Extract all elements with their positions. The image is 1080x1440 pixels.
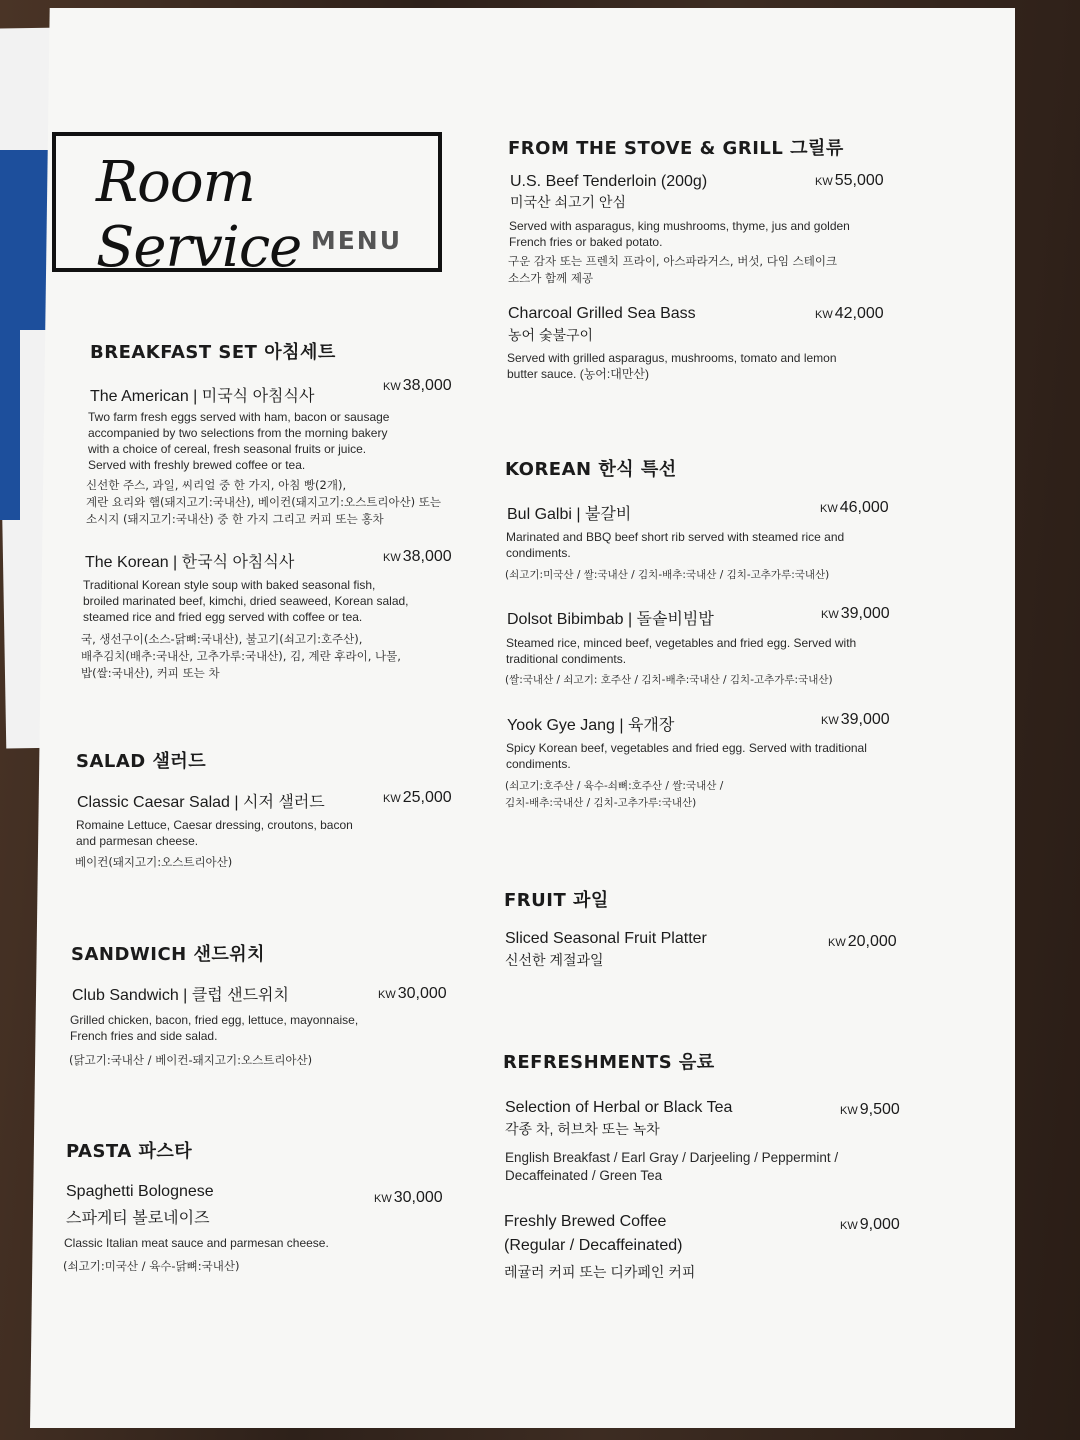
item-origin-dolsot-bibimbab: (쌀:국내산 / 쇠고기: 호주산 / 김치-배추:국내산 / 김치-고추가루:국내산)	[505, 674, 833, 686]
item-name-tea: Selection of Herbal or Black Tea	[505, 1099, 733, 1116]
item-desc-club-sandwich: Grilled chicken, bacon, fried egg, lettuce, mayonnaise, French fries and side salad.	[70, 1013, 359, 1043]
item-desc-bul-galbi: Marinated and BBQ beef short rib served with steamed rice and condiments.	[506, 530, 845, 560]
item-name-american: The American | 미국식 아침식사	[90, 388, 315, 405]
logo-box	[52, 132, 442, 280]
section-title-sandwich: SANDWICH 샌드위치	[71, 944, 266, 965]
item-desc-american: Two farm fresh eggs served with ham, bacon or sausage accompanied by two selections from the morning bakery with a choice of cereal, fresh seasonal fruits or juice. Served with freshly brewed coffee or tea.	[88, 410, 390, 472]
item-name-bul-galbi: Bul Galbi | 불갈비	[507, 506, 632, 523]
item-price-sea-bass: KW 42,000	[815, 305, 884, 322]
item-name-ko-tenderloin: 미국산 쇠고기 안심	[510, 194, 626, 210]
item-name-coffee: Freshly Brewed Coffee	[504, 1213, 667, 1230]
item-name-caesar: Classic Caesar Salad | 시저 샐러드	[77, 794, 325, 811]
item-price-club-sandwich: KW 30,000	[378, 985, 447, 1002]
item-origin-yook-gye-jang: (쇠고기:호주산 / 육수-쇠뼈:호주산 / 쌀:국내산 / 김치-배추:국내산 / 김치-고추가루:국내산)	[505, 780, 724, 809]
item-price-spaghetti: KW 30,000	[374, 1189, 443, 1206]
item-price-caesar: KW 25,000	[383, 789, 452, 806]
section-title-korean: KOREAN 한식 특선	[505, 459, 677, 480]
item-origin-club-sandwich: (닭고기:국내산 / 베이컨-돼지고기:오스트리아산)	[69, 1053, 313, 1067]
section-title-refreshments: REFRESHMENTS 음료	[503, 1052, 715, 1073]
item-desc-tenderloin: Served with asparagus, king mushrooms, thyme, jus and golden French fries or baked potato.	[509, 219, 850, 249]
section-title-fruit: FRUIT 과일	[504, 890, 609, 911]
item-name-sea-bass: Charcoal Grilled Sea Bass	[508, 305, 696, 322]
item-name-ko-spaghetti: 스파게티 볼로네이즈	[66, 1210, 210, 1227]
item-name-ko-sea-bass: 농어 숯불구이	[508, 327, 594, 343]
item-origin-american: 신선한 주스, 과일, 씨리얼 중 한 가지, 아침 빵(2개), 계란 요리와 햄(돼지고기:국내산), 베이컨(돼지고기:오스트리아산) 또는 소시지 (돼지고기:국내산) 중 한 가지 그리고 커피 또는 홍차	[86, 478, 442, 526]
logo-menu-label: MENU	[310, 226, 402, 255]
item-name-tenderloin: U.S. Beef Tenderloin (200g)	[510, 173, 708, 190]
item-origin-caesar: 베이컨(돼지고기:오스트리아산)	[75, 855, 233, 869]
item-desc-spaghetti: Classic Italian meat sauce and parmesan cheese.	[64, 1236, 329, 1250]
item-desc-dolsot-bibimbab: Steamed rice, minced beef, vegetables and fried egg. Served with traditional condiments.	[506, 636, 857, 666]
item-price-yook-gye-jang: KW 39,000	[821, 711, 890, 728]
item-name-korean-breakfast: The Korean | 한국식 아침식사	[85, 554, 295, 571]
item-price-bul-galbi: KW 46,000	[820, 499, 889, 516]
section-title-grill: FROM THE STOVE & GRILL 그릴류	[508, 138, 844, 159]
item-name-ko-coffee: 레귤러 커피 또는 디카페인 커피	[504, 1264, 696, 1280]
item-origin-bul-galbi: (쇠고기:미국산 / 쌀:국내산 / 김치-배추:국내산 / 김치-고추가루:국내산)	[505, 569, 830, 581]
blue-poster-fragment-lower	[0, 330, 20, 520]
item-desc-sea-bass: Served with grilled asparagus, mushrooms, tomato and lemon butter sauce. (농어:대만산)	[507, 351, 837, 381]
item-price-dolsot-bibimbab: KW 39,000	[821, 605, 890, 622]
item-price-fruit-platter: KW 20,000	[828, 933, 897, 950]
item-desc-korean-breakfast: Traditional Korean style soup with baked seasonal fish, broiled marinated beef, kimchi, dried seaweed, Korean salad, steamed rice and fried egg served with coffee or tea.	[83, 578, 409, 624]
item-price-korean-breakfast: KW 38,000	[383, 548, 452, 565]
item-price-tea: KW 9,500	[840, 1101, 900, 1118]
logo-script-title: Room Service	[96, 150, 302, 280]
item-name-coffee-options: (Regular / Decaffeinated)	[504, 1237, 683, 1254]
item-name-yook-gye-jang: Yook Gye Jang | 육개장	[507, 717, 675, 734]
item-name-ko-fruit-platter: 신선한 계절과일	[505, 952, 604, 968]
item-name-dolsot-bibimbab: Dolsot Bibimbab | 돌솥비빔밥	[507, 611, 714, 628]
item-desc-yook-gye-jang: Spicy Korean beef, vegetables and fried egg. Served with traditional condiments.	[506, 741, 867, 771]
item-price-coffee: KW 9,000	[840, 1216, 900, 1233]
item-origin-spaghetti: (쇠고기:미국산 / 육수-닭뼈:국내산)	[63, 1259, 240, 1273]
item-origin-tenderloin: 구운 감자 또는 프렌치 프라이, 아스파라거스, 버섯, 다임 스테이크 소스가 함께 제공	[508, 254, 838, 285]
item-name-fruit-platter: Sliced Seasonal Fruit Platter	[505, 930, 707, 947]
item-name-spaghetti: Spaghetti Bolognese	[66, 1183, 214, 1200]
section-title-pasta: PASTA 파스타	[66, 1141, 193, 1162]
item-name-club-sandwich: Club Sandwich | 클럽 샌드위치	[72, 987, 289, 1004]
section-title-breakfast: BREAKFAST SET 아침세트	[90, 342, 336, 363]
blue-poster-fragment	[0, 150, 48, 330]
item-origin-korean-breakfast: 국, 생선구이(소스-닭뼈:국내산), 불고기(쇠고기:호주산), 배추김치(배추:국내산, 고추가루:국내산), 김, 계란 후라이, 나물, 밥(쌀:국내산), 커피 또는 차	[81, 632, 401, 680]
item-desc-tea: English Breakfast / Earl Gray / Darjeeling / Peppermint / Decaffeinated / Green Tea	[505, 1150, 839, 1183]
section-title-salad: SALAD 샐러드	[76, 751, 207, 772]
item-name-ko-tea: 각종 차, 허브차 또는 녹차	[505, 1121, 660, 1137]
item-desc-caesar: Romaine Lettuce, Caesar dressing, croutons, bacon and parmesan cheese.	[76, 818, 353, 848]
item-price-tenderloin: KW 55,000	[815, 172, 884, 189]
item-price-american: KW 38,000	[383, 377, 452, 394]
